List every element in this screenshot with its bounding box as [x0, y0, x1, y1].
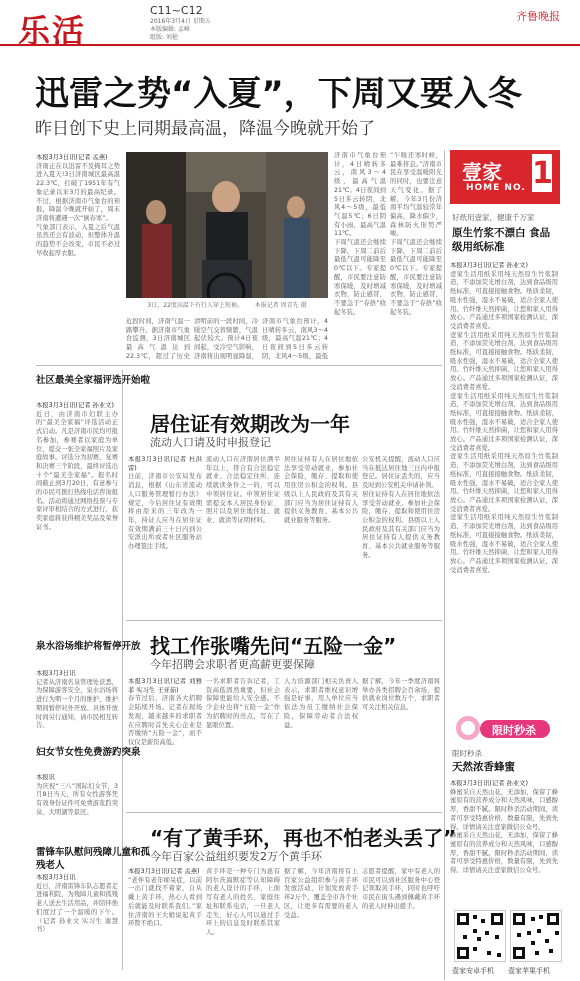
article-text: 人力资源部门相关负责人表示，求职者维权意识增强是好事，用人单位应当依法为员工缴纳社会保险，保障劳动者合法权益。 [284, 678, 358, 729]
lead-text: 清明前的一段时间，冷暖空气交替频繁，气温起伏较大。预计4日夜间起，受冷空气影响，济南将出现明显降温， [194, 318, 258, 360]
qr-code-android[interactable] [454, 910, 506, 962]
brief-body [36, 774, 118, 832]
brief-title: 泉水浴场维护将暂停开放 [36, 641, 141, 652]
sidebar-kicker: 好纸用壹家，健康千万家 [452, 213, 535, 222]
lead-text: 下周气温还会继续下降，下周二前后最低气温可能降至0℃以下。专家提醒，市民要注意防寒保暖，及时增减衣物，防止感冒，不要急于“春捂”收起冬装。 [334, 239, 386, 316]
article-title: 找工作张嘴先问“五险一金” [150, 634, 397, 658]
lead-text: 下周气温还会继续下降，下周二前后最低气温可能降至0℃以下。专家提醒，市民要注意防寒保暖，及时增减衣物，防止感冒，不要急于“春捂”收起冬装。 [390, 239, 442, 316]
article-text: 一名求职者告诉记者，工资高低固然重要，但社会保障更能给人安全感。不少企业也将“五险一金”作为招聘时的亮点，写在了显眼位置。 [206, 678, 280, 729]
meta-layout: 组版: 刘艳 [150, 34, 178, 41]
article-text: 据了解，今年一季度济南将举办各类招聘会百余场，提供就业岗位数万个，求职者可关注相关信息。 [362, 678, 440, 712]
article-subtitle: 今年百家公益组织要发2万个黄手环 [150, 850, 322, 863]
sidebar-byline: 本报3月3日讯(记者 孙业文) [450, 780, 528, 787]
masthead [0, 0, 580, 50]
sidebar-text: 壹家生活用纸采用纯天然原生竹浆制造，不添加荧光增白剂，达到食品级用纸标准，可直接接触食物。纸质柔韧，吸水性强，湿水不易破，适合全家人使用。竹纤维天然抑菌，让您和家人用得放心。产品通过多项国家检测认证，深受消费者喜爱。 [450, 453, 558, 513]
lead-text: 济南正在以迅雷不及掩耳之势进入夏天!3日济南城区最高温22.3℃，打破了1951年有气象记录以来3月的最高纪录。不过，根据济南市气象台的预报，降温今晚就开始了，周末济南将遭遇一次“倒春寒”。 [36, 162, 120, 222]
article-text: 志愿者提醒，家中有老人的市民可以到社区服务中心登记领取黄手环，同时也呼吁市民在街头遇到佩戴黄手环的老人时伸出援手。 [362, 868, 440, 910]
article-text: 据了解，今年济南将有上百家公益组织参与黄手环发放活动，计划发放黄手环2万个，覆盖全市各个社区，让更多有需要的老人受益。 [284, 868, 358, 919]
sidebar-text: 壹家生活用纸采用纯天然原生竹浆制造，不添加荧光增白剂，达到食品级用纸标准，可直接接触食物。纸质柔韧，吸水性强，湿水不易破，适合全家人使用。竹纤维天然抑菌，让您和家人用得放心。产品通过多项国家检测认证，深受消费者喜爱。 [450, 270, 558, 330]
article-byline: 本报3月3日讯(记者 孟燕) [128, 868, 200, 875]
article-text: 春节过后，济南各大招聘会陆续开场。记者在现场发现，越来越多的求职者在应聘时首先关心企业是否缴纳“五险一金”，而不仅仅是薪资高低。 [128, 695, 202, 746]
qr-code-ios[interactable] [510, 910, 562, 962]
article-col [362, 456, 440, 616]
article-text: 居住证持有人在居住地依法享受劳动就业，参加社会保险，缴存、提取和使用住房公积金的权利。县级以上人民政府及其有关部门应当为居住证持有人提供义务教育、基本公共就业服务等服务。 [284, 456, 358, 524]
lead-headline: 迅雷之势“入夏”，下周又要入冬 [35, 74, 522, 114]
sidebar-title: 原生竹浆不漂白 食品级用纸标准 [452, 227, 551, 253]
edition-meta [150, 18, 211, 42]
lead-text: “乍暖还寒时候，最难将息。”济南市民在享受温暖阳光的同时，也要注意天气变化。据了解，今年3月份济南平均气温较常年偏高，降水偏少，森林防火形势严峻。 [390, 152, 442, 238]
divider [126, 620, 442, 621]
logo-text: 壹家 [462, 160, 502, 184]
brief-text: 记者从济南名泉管理处获悉，为保障游客安全，泉水浴场将进行为期一个月的维护，维护期间暂停对外开放。具体开放时间另行通知，请市民相互转告。 [36, 678, 118, 730]
sidebar-kicker: 限时秒杀 [452, 749, 482, 758]
section-brand: 乐活 [18, 12, 87, 50]
page-range: C11~C12 [150, 4, 203, 17]
brief-byline: 本报3月3日讯(记者 孙业文) [36, 402, 114, 409]
article-subtitle: 流动人口请及时申报登记 [150, 436, 271, 449]
lead-photo [126, 152, 328, 298]
brief-text: 近日，济南雷锋车队志愿者走进福利院，为残障儿童和孤残老人送去生活用品，并陪伴他们度过了一个温暖的下午。（记者 孙业文 实习生 谢慧书） [36, 882, 118, 934]
article-col [206, 456, 280, 616]
brand-logo [450, 150, 560, 204]
lead-col-4 [262, 318, 328, 360]
sidebar-text: 壹家生活用纸采用纯天然原生竹浆制造，不添加荧光增白剂，达到食品级用纸标准，可直接接触食物。纸质柔韧，吸水性强，湿水不易破，适合全家人使用。竹纤维天然抑菌，让您和家人用得放心。产品通过多项国家检测认证，深受消费者喜爱。 [450, 331, 558, 391]
lead-text: 济南市气象台预计，4日晴转多云，南风3～4级，最高气温21℃；4日夜间到5日多云转阴，北风4～5级，最低 [262, 318, 328, 360]
article-col [362, 678, 440, 808]
brief-body [36, 874, 118, 970]
article-col [284, 456, 358, 616]
photo-caption [126, 300, 328, 309]
brief-body [36, 670, 118, 736]
brief-byline: 本报讯 [36, 774, 55, 781]
article-byline: 本报3月3日讯(记者 杜洪雷) [128, 456, 202, 472]
lead-byline: 本报3月3日讯(记者 孟燕) [36, 154, 108, 161]
meta-date: 2016年3月4日 星期五 [150, 18, 211, 25]
logo-subtext: HOME NO. [466, 183, 526, 193]
column-divider [122, 370, 123, 970]
sidebar-text: 壹家生活用纸采用纯天然原生竹浆制造，不添加荧光增白剂，达到食品级用纸标准，可直接接触食物。纸质柔韧，吸水性强，湿水不易破，适合全家人使用。竹纤维天然抑菌，让您和家人用得放心。产品通过多项国家检测认证，深受消费者喜爱。 [450, 392, 558, 452]
sidebar-text: 蜂蜜采自天然山花，无添加，保留了蜂蜜原有的营养成分和天然风味，口感醇厚，香甜不腻。限时秒杀活动期间，读者可享受特惠价格，数量有限，先到先得。详情请关注壹家微信公众号。 [450, 832, 558, 875]
brief-text: 为庆祝“三八”国际妇女节，3月8日当天，所有女性游客凭有效身份证件可免费游览趵突泉、大明湖等景区。 [36, 782, 118, 816]
article-col [128, 678, 202, 808]
article-text: 日前，济南市公安局发布消息，根据《山东省流动人口服务管理暂行办法》规定，今后居住证有效期将由原来的三年改为一年，持证人应当在居住证有效期满前三十日内到公安派出所或者社区服务站办理签注手续。 [128, 473, 202, 551]
sidebar-body [450, 780, 558, 904]
article-title: 居住证有效期改为一年 [150, 412, 350, 436]
article-text: 公安机关提醒，流动人口应当在抵达居住地三日内申报登记。居住证丢失的，应当及时到公安机关申请补领。 [362, 456, 440, 490]
sidebar-byline: 本报3月3日讯(记者 孙业文) [450, 262, 528, 269]
logo-number: 1 [532, 156, 553, 191]
sidebar-title: 天然浓香蜂蜜 [452, 761, 515, 773]
article-text: “老伴有老年痴呆症，以前一出门就找不着家，自从戴上黄手环，热心人看到后就能及时联系我们。”家住济南的王大娘说起黄手环赞不绝口。 [128, 876, 202, 928]
qr-label-android: 壹家安卓手机 [452, 967, 494, 975]
lead-col-6 [390, 152, 442, 360]
lead-text: 近段时间，济南气温一路攀升。据济南市气象台监测，3日济南城区最高气温达到22.3℃，超过了历史 [126, 318, 190, 360]
lead-text: 气象部门表示，入夏之后气温虽然还会有波动，但整体升温的趋势不会改变，市民不必过早收起厚衣服。 [36, 223, 120, 257]
seckill-badge [454, 714, 554, 742]
article-col [284, 678, 358, 808]
sidebar-text: 蜂蜜采自天然山花，无添加，保留了蜂蜜原有的营养成分和天然风味，口感醇厚，香甜不腻。限时秒杀活动期间，读者可享受特惠价格，数量有限，先到先得。详情请关注壹家微信公众号。 [450, 788, 558, 831]
lead-subhead: 昨日创下史上同期最高温，降温今晚就开始了 [35, 119, 375, 139]
brief-byline: 本报3月3日讯 [36, 874, 76, 881]
column-divider [444, 150, 445, 980]
brief-title: 社区最美全家福评选开始啦 [36, 375, 151, 386]
sidebar-text: 壹家生活用纸采用纯天然原生竹浆制造，不添加荧光增白剂，达到食品级用纸标准，可直接接触食物。纸质柔韧，吸水性强，湿水不易破，适合全家人使用。竹纤维天然抑菌，让您和家人用得放心。产品通过多项国家检测认证，深受消费者喜爱。 [450, 514, 558, 574]
newspaper-logo: 齐鲁晚报 [516, 10, 560, 23]
divider [36, 365, 442, 366]
seckill-label: 限时秒杀 [492, 724, 536, 737]
lead-col-2 [126, 318, 190, 360]
article-col [206, 678, 280, 808]
article-text: 黄手环是一种专门为患有阿尔茨海默症等认知障碍的老人设计的手环，上面写有老人的姓名、家庭住址和联系电话，一旦老人走失，好心人可以通过手环上的信息及时联系其家人。 [206, 868, 280, 936]
lead-col-3 [194, 318, 258, 360]
article-text: 居住证持有人在居住地依法享受劳动就业，参加社会保险，缴存、提取和使用住房公积金的权利。县级以上人民政府及其有关部门应当为居住证持有人提供义务教育、基本公共就业服务等服务。 [362, 490, 440, 559]
brief-body [36, 402, 118, 628]
article-title: “有了黄手环，再也不怕老头丢了” [150, 826, 457, 850]
brief-byline: 本报3月3日讯 [36, 670, 76, 677]
brief-title: 雷锋车队慰问残障儿童和孤残老人 [36, 847, 151, 871]
caption-text: 3日，22度高温下有行人穿上短袖。 [147, 302, 243, 309]
article-col [362, 868, 440, 974]
article-subtitle: 今年招聘会求职者更高薪更要保障 [150, 658, 315, 671]
article-col [128, 868, 202, 974]
article-col [206, 868, 280, 974]
article-col [284, 868, 358, 974]
meta-editor: 本版编辑: 孟峰 [150, 26, 190, 33]
lead-col-1 [36, 154, 120, 334]
article-col [128, 456, 202, 616]
article-byline: 本报3月3日讯(记者 刘雅菲 实习生 王亚茹) [128, 678, 202, 694]
sidebar-body [450, 262, 558, 710]
lead-col-5 [334, 152, 386, 360]
brief-title: 妇女节女性免费游趵突泉 [36, 747, 141, 758]
divider [126, 812, 442, 813]
qr-label-ios: 壹家苹果手机 [508, 967, 550, 975]
lead-text: 济南市气象台预计，4日晴转多云，南风3～4级，最高气温21℃；4日夜间到5日多云转阴，北风4～5级，最低气温5℃；6日阴有小雨，最高气温11℃。 [334, 152, 386, 238]
brief-text: 近日，由济南市妇联主办的“最美全家福”评选活动正式启动。凡是济南市民均可报名参加，参赛者以家庭为单位，提交一张全家福照片及家庭故事。评选分为初赛、复赛和决赛三个阶段，最终评选出十个“最美全家福”。报名时间截止到3月20日，有意参与的市民可拨打热线电话咨询报名。活动将通过网络投票与专家评审相结合的方式进行，获奖家庭将获得精美奖品及荣誉证书。 [36, 410, 118, 531]
photo-credit: 本报记者 周青先 摄 [254, 302, 307, 309]
article-text: 流动人口在济南居住满半年以上，符合有合法稳定就业、合法稳定住所、连续就读条件之一的，可以申领居住证。申领居住证需提交本人居民身份证、照片以及居住地住址、就业、就读等证明材料。 [206, 456, 280, 524]
